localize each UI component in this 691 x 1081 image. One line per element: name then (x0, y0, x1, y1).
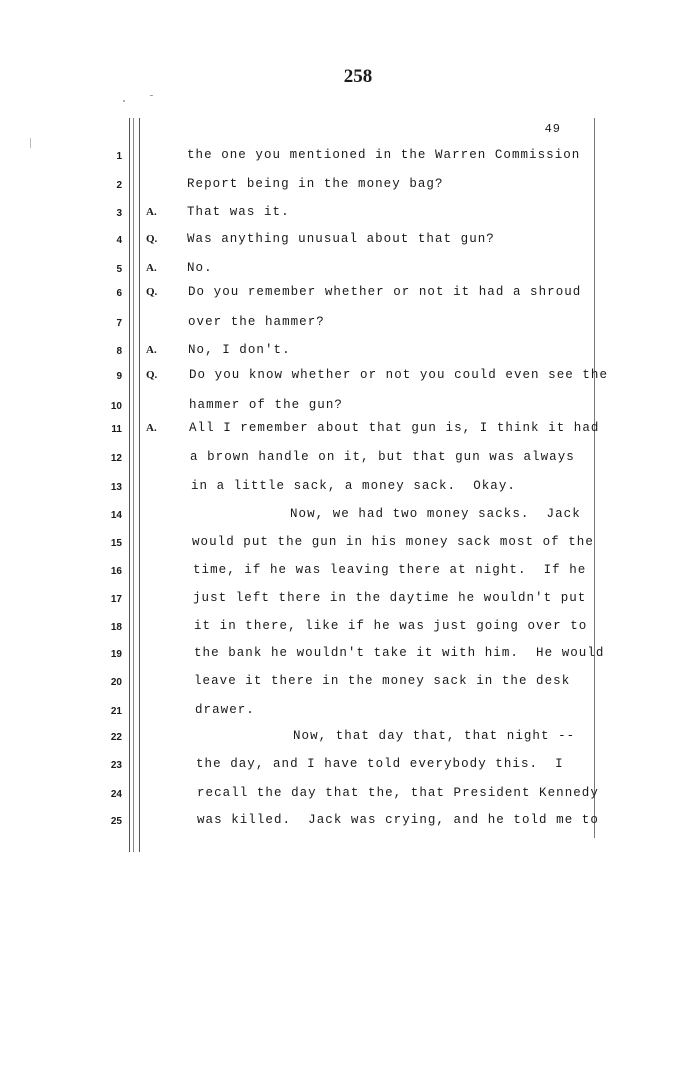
speaker-marker: A. (146, 206, 157, 218)
line-number: 25 (110, 816, 122, 827)
transcript-line-4 (0, 231, 691, 251)
line-text: the day, and I have told everybody this. I (196, 757, 564, 771)
line-number: 14 (110, 510, 122, 521)
scan-speck (123, 100, 125, 102)
line-number: 5 (116, 264, 122, 275)
transcript-line-24 (0, 785, 691, 805)
transcript-line-9 (0, 367, 691, 387)
transcript-line-16 (0, 562, 691, 582)
line-number: 24 (110, 789, 122, 800)
line-number: 17 (110, 594, 122, 605)
line-text: No. (187, 261, 213, 275)
speaker-marker: Q. (146, 286, 158, 298)
transcript-line-3 (0, 204, 691, 224)
line-text: Do you know whether or not you could even see the (189, 368, 609, 382)
speaker-marker: Q. (146, 369, 158, 381)
line-number: 20 (110, 677, 122, 688)
transcript-line-5 (0, 260, 691, 280)
line-text: leave it there in the money sack in the desk (194, 674, 571, 688)
line-number: 10 (110, 401, 122, 412)
line-number: 11 (111, 424, 122, 435)
line-text: Report being in the money bag? (187, 177, 444, 191)
transcript-line-8 (0, 342, 691, 362)
line-number: 9 (116, 371, 122, 382)
transcript-line-7 (0, 314, 691, 334)
line-text: That was it. (187, 205, 290, 219)
line-text: was killed. Jack was crying, and he told me to (197, 813, 599, 827)
transcript-line-23 (0, 756, 691, 776)
line-text: would put the gun in his money sack most of the (192, 535, 594, 549)
transcript-line-18 (0, 618, 691, 638)
line-number: 16 (110, 566, 122, 577)
line-text: recall the day that the, that President Kennedy (197, 786, 599, 800)
line-number: 12 (110, 453, 122, 464)
line-number: 8 (116, 346, 122, 357)
line-number: 3 (116, 208, 122, 219)
transcript-line-11 (0, 420, 691, 440)
line-text: Now, that day that, that night -- (293, 729, 576, 743)
line-text: just left there in the daytime he wouldn't put (193, 591, 587, 605)
transcript-line-6 (0, 284, 691, 304)
line-text: hammer of the gun? (189, 398, 343, 412)
transcript-line-17 (0, 590, 691, 610)
line-text: Was anything unusual about that gun? (187, 232, 495, 246)
line-text: the bank he wouldn't take it with him. He would (194, 646, 605, 660)
transcript-page-number: 49 (544, 122, 561, 136)
line-number: 2 (116, 180, 122, 191)
transcript-line-19 (0, 645, 691, 665)
line-number: 18 (110, 622, 122, 633)
line-number: 4 (116, 235, 122, 246)
transcript-line-2 (0, 176, 691, 196)
line-number: 6 (116, 288, 122, 299)
transcript-line-1 (0, 147, 691, 167)
speaker-marker: Q. (146, 233, 158, 245)
speaker-marker: A. (146, 262, 157, 274)
line-number: 15 (110, 538, 122, 549)
transcript-line-21 (0, 702, 691, 722)
line-text: in a little sack, a money sack. Okay. (191, 479, 516, 493)
line-number: 21 (110, 706, 122, 717)
line-number: 19 (110, 649, 122, 660)
page-number: 258 (343, 66, 373, 87)
line-text: Do you remember whether or not it had a shroud (188, 285, 582, 299)
line-text: a brown handle on it, but that gun was always (190, 450, 575, 464)
line-text: No, I don't. (188, 343, 291, 357)
scan-speck (150, 95, 153, 96)
line-number: 22 (110, 732, 122, 743)
transcript-line-22 (0, 728, 691, 748)
line-number: 13 (110, 482, 122, 493)
transcript-line-10 (0, 397, 691, 417)
line-number: 23 (110, 760, 122, 771)
transcript-line-14 (0, 506, 691, 526)
line-number: 7 (116, 318, 122, 329)
line-text: it in there, like if he was just going over to (194, 619, 588, 633)
speaker-marker: A. (146, 344, 157, 356)
line-text: All I remember about that gun is, I think it had (189, 421, 600, 435)
line-text: Now, we had two money sacks. Jack (290, 507, 581, 521)
line-text: time, if he was leaving there at night. If he (193, 563, 587, 577)
transcript-line-15 (0, 534, 691, 554)
transcript-line-12 (0, 449, 691, 469)
line-text: over the hammer? (188, 315, 325, 329)
line-text: drawer. (195, 703, 255, 717)
transcript-line-20 (0, 673, 691, 693)
transcript-line-25 (0, 812, 691, 832)
line-number: 1 (116, 151, 122, 162)
transcript-line-13 (0, 478, 691, 498)
line-text: the one you mentioned in the Warren Commission (187, 148, 581, 162)
speaker-marker: A. (146, 422, 157, 434)
